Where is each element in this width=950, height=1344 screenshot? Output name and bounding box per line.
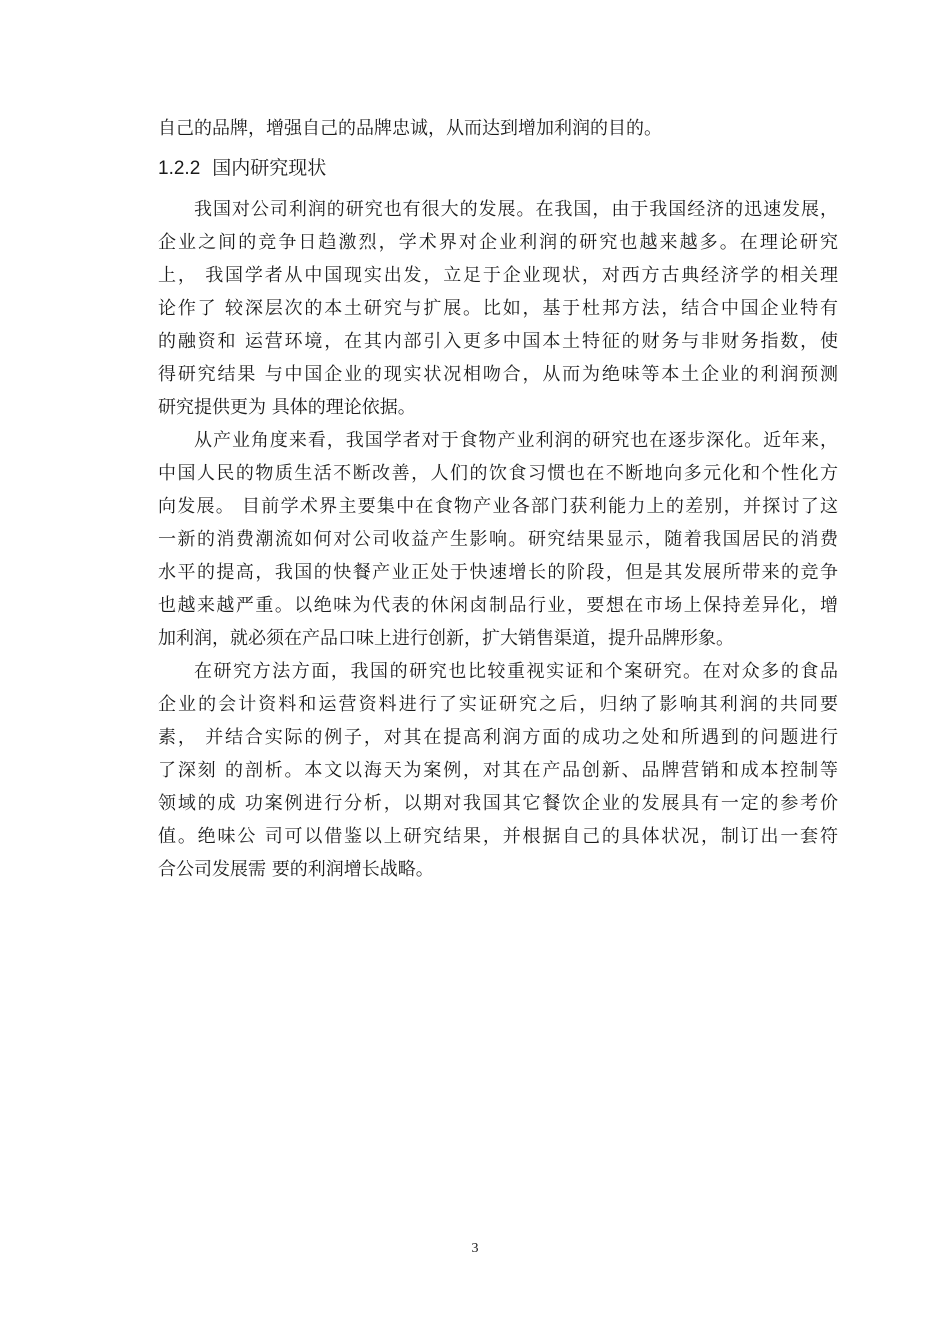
text-line: 合公司发展需 要的利润增长战略。 bbox=[158, 859, 434, 880]
section-number: 1.2.2 bbox=[158, 158, 201, 179]
text-line: 企业的会计资料和运营资料进行了实证研究之后，归纳了影响其利润的共同要 bbox=[158, 694, 838, 715]
text-line: 在研究方法方面，我国的研究也比较重视实证和个案研究。在对众多的食品 bbox=[194, 661, 838, 682]
text-line: 了深刻 的剖析。本文以海天为案例，对其在产品创新、品牌营销和成本控制等 bbox=[158, 760, 838, 781]
page-number: 3 bbox=[471, 1241, 479, 1256]
text-line: 中国人民的物质生活不断改善，人们的饮食习惯也在不断地向多元化和个性化方 bbox=[158, 463, 838, 484]
text-line: 一新的消费潮流如何对公司收益产生影响。研究结果显示，随着我国居民的消费 bbox=[158, 529, 838, 550]
text-line: 自己的品牌，增强自己的品牌忠诚，从而达到增加利润的目的。 bbox=[158, 118, 662, 139]
text-line: 论作了 较深层次的本土研究与扩展。比如，基于杜邦方法，结合中国企业特有 bbox=[158, 298, 838, 319]
section-title: 国内研究现状 bbox=[212, 157, 327, 179]
text-line: 素， 并结合实际的例子，对其在提高利润方面的成功之处和所遇到的问题进行 bbox=[158, 727, 838, 748]
text-line: 得研究结果 与中国企业的现实状况相吻合，从而为绝味等本土企业的利润预测 bbox=[158, 364, 838, 385]
text-line: 值。绝味公 司可以借鉴以上研究结果，并根据自己的具体状况，制订出一套符 bbox=[158, 826, 838, 847]
text-line: 加利润，就必须在产品口味上进行创新，扩大销售渠道，提升品牌形象。 bbox=[158, 628, 734, 649]
text-line: 我国对公司利润的研究也有很大的发展。在我国，由于我国经济的迅速发展， bbox=[194, 199, 838, 220]
text-line: 研究提供更为 具体的理论依据。 bbox=[158, 397, 416, 418]
text-line: 水平的提高，我国的快餐产业正处于快速增长的阶段，但是其发展所带来的竞争 bbox=[158, 562, 838, 583]
text-line: 企业之间的竞争日趋激烈，学术界对企业利润的研究也越来越多。在理论研究 bbox=[158, 232, 838, 253]
text-line: 从产业角度来看，我国学者对于食物产业利润的研究也在逐步深化。近年来， bbox=[194, 430, 838, 451]
text-line: 的融资和 运营环境，在其内部引入更多中国本土特征的财务与非财务指数，使 bbox=[158, 331, 838, 352]
text-line: 领域的成 功案例进行分析，以期对我国其它餐饮企业的发展具有一定的参考价 bbox=[158, 793, 838, 814]
section-heading bbox=[158, 156, 326, 181]
text-line: 向发展。 目前学术界主要集中在食物产业各部门获利能力上的差别，并探讨了这 bbox=[158, 496, 838, 517]
text-line: 上， 我国学者从中国现实出发，立足于企业现状，对西方古典经济学的相关理 bbox=[158, 265, 838, 286]
text-line: 也越来越严重。以绝味为代表的休闲卤制品行业，要想在市场上保持差异化，增 bbox=[158, 595, 838, 616]
